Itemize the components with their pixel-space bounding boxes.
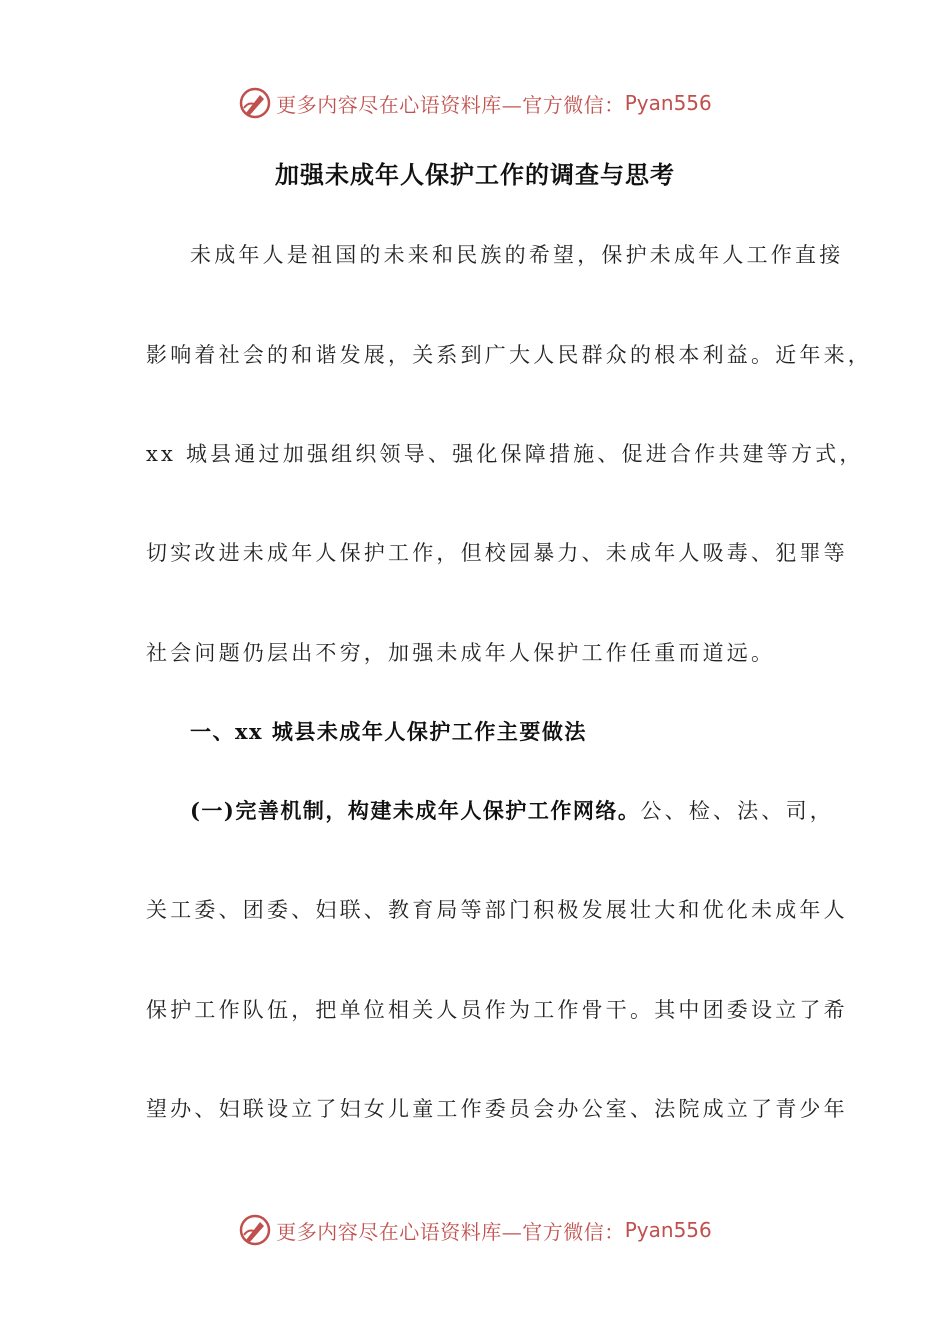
watermark-text: 更多内容尽在心语资料库—官方微信： [276,1219,625,1244]
paragraph-line: 望办、妇联设立了妇女儿童工作委员会办公室、法院成立了青少年 [146,1097,848,1121]
watermark-text: 更多内容尽在心语资料库—官方微信： [276,92,625,117]
paragraph-line: 保护工作队伍，把单位相关人员作为工作骨干。其中团委设立了希 [146,998,848,1022]
subsection-text: 公、检、法、司， [640,799,834,823]
subsection-heading: (一)完善机制，构建未成年人保护工作网络。 [190,798,641,823]
subsection-paragraph-line [190,796,860,826]
watermark-banner-bottom [0,1210,950,1250]
paragraph-line: xx 城县通过加强组织领导、强化保障措施、促进合作共建等方式， [146,442,864,466]
watermark-contact: Pyan556 [624,1218,712,1242]
document-title: 加强未成年人保护工作的调查与思考 [275,160,675,189]
pen-nib-logo-icon [238,86,272,120]
pen-nib-logo-icon [238,1213,272,1247]
paragraph-line: 社会问题仍层出不穷，加强未成年人保护工作任重而道远。 [146,641,776,665]
paragraph-line: 未成年人是祖国的未来和民族的希望，保护未成年人工作直接 [190,243,844,267]
section-heading: 一、xx 城县未成年人保护工作主要做法 [190,719,587,744]
watermark-banner-top [0,83,950,123]
paragraph-line: 影响着社会的和谐发展，关系到广大人民群众的根本利益。近年来， [146,343,872,367]
paragraph-line: 关工委、团委、妇联、教育局等部门积极发展壮大和优化未成年人 [146,898,848,922]
paragraph-line: 切实改进未成年人保护工作，但校园暴力、未成年人吸毒、犯罪等 [146,541,848,565]
watermark-contact: Pyan556 [624,91,712,115]
